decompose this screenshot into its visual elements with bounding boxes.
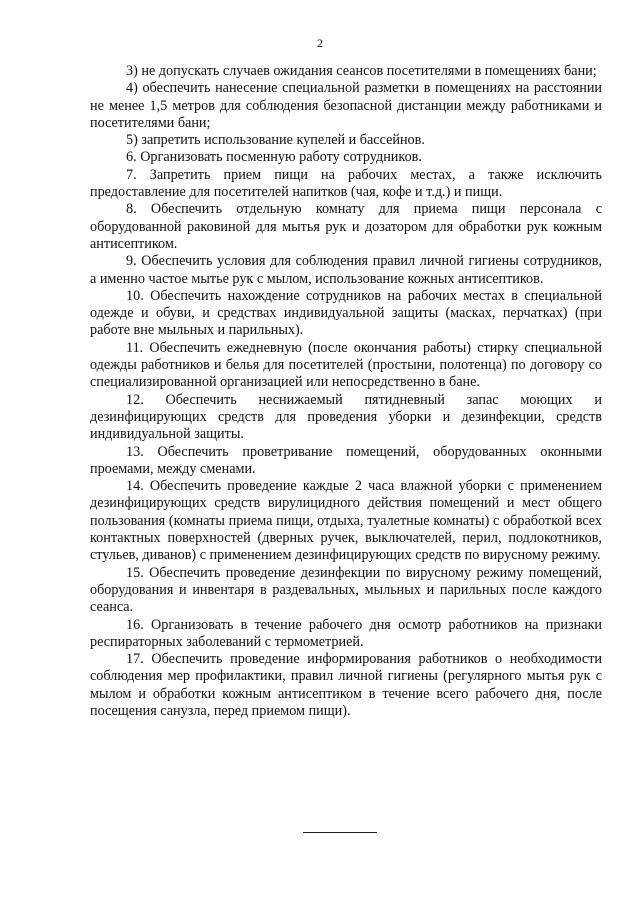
paragraph-7: 7. Запретить прием пищи на рабочих местах, а также исключить предоставление для посетителей напитков (чая, кофе и т.д.) и пищи. (90, 166, 602, 201)
paragraph-10: 10. Обеспечить нахождение сотрудников на рабочих местах в специальной одежде и обуви, и средствах индивидуальной защиты (масках, перчатках) (при работе вне мыльных и парильных). (90, 287, 602, 339)
paragraph-8: 8. Обеспечить отдельную комнату для приема пищи персонала с оборудованной раковиной для мытья рук и дозатором для обработки рук кожным антисептиком. (90, 201, 602, 252)
paragraph-3: 3) не допускать случаев ожидания сеансов посетителями в помещениях бани; (126, 63, 597, 79)
paragraph-6: 6. Организовать посменную работу сотрудников. (126, 149, 422, 166)
paragraph-11: 11. Обеспечить ежедневную (после окончания работы) стирку специальной одежды работников и белья для посетителей (простыни, полотенца) по договору со специализированной организацией или непосредственно в бане. (90, 339, 602, 391)
paragraph-15: 15. Обеспечить проведение дезинфекции по вирусному режиму помещений, оборудования и инвентаря в раздевальных, мыльных и парильных после каждого сеанса. (90, 564, 602, 616)
page-number: 2 (317, 36, 323, 50)
paragraph-13: 13. Обеспечить проветривание помещений, оборудованных оконными проемами, между сменами. (90, 443, 602, 477)
paragraph-16: 16. Организовать в течение рабочего дня осмотр работников на признаки респираторных заболеваний с термометрией. (90, 616, 602, 650)
paragraph-5: 5) запретить использование купелей и бассейнов. (126, 132, 425, 149)
paragraph-12: 12. Обеспечить неснижаемый пятидневный запас моющих и дезинфицирующих средств для проведения уборки и дезинфекции, средств индивидуальной защиты. (90, 391, 602, 443)
document-body (90, 63, 602, 720)
paragraph-14: 14. Обеспечить проведение каждые 2 часа влажной уборки с применением дезинфицирующих средств вирулицидного действия помещений и мест общего пользования (комнаты приема пищи, отдыха, туалетные комнаты) с обработкой всех контактных поверхностей (дверных ручек, выключателей, перил, подлокотников, стульев, диванов) с применением дезинфицирующих средств по вирусному режиму. (90, 478, 602, 564)
paragraph-9: 9. Обеспечить условия для соблюдения правил личной гигиены сотрудников, а именно частое мытье рук с мылом, использование кожных антисептиков. (90, 253, 602, 287)
paragraph-17: 17. Обеспечить проведение информирования работников о необходимости соблюдения мер профилактики, правил личной гигиены (регулярного мытья рук с мылом и обработки кожным антисептиком в течение всего рабочего дня, после посещения санузла, перед приемом пищи). (90, 651, 602, 719)
paragraph-4: 4) обеспечить нанесение специальной разметки в помещениях на расстоянии не менее 1,5 метров для соблюдения безопасной дистанции между работниками и посетителями бани; (90, 80, 602, 131)
end-divider-line (303, 832, 377, 833)
